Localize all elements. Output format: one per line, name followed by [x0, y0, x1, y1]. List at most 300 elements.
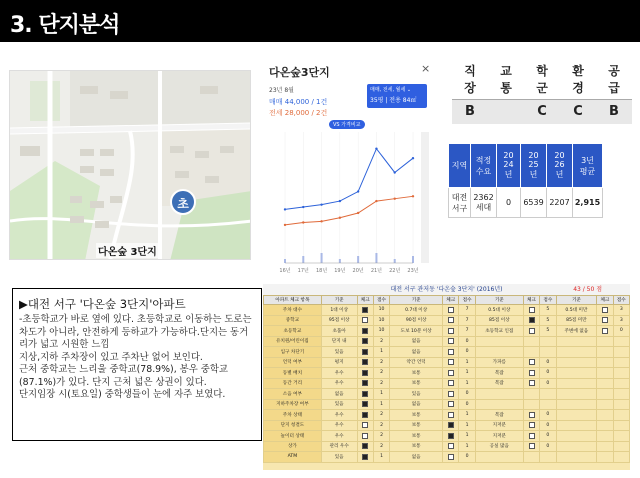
criteria-header	[596, 60, 632, 99]
checklist-cell: 우수	[321, 378, 357, 389]
data-point	[320, 203, 322, 205]
data-point	[412, 157, 414, 159]
supply-header: 적정 수요	[471, 144, 497, 188]
criteria-header-char: 학	[536, 63, 548, 78]
close-icon[interactable]: ×	[421, 62, 431, 75]
checkbox[interactable]	[448, 454, 454, 460]
supply-cell: 2207	[547, 188, 573, 218]
checkbox[interactable]	[529, 370, 535, 376]
checklist-cell	[613, 357, 629, 368]
x-tick-label: 20년	[352, 268, 364, 274]
checklist-cell	[597, 399, 613, 410]
checklist-cell: 보통	[390, 410, 443, 421]
checklist-cell: 우수	[321, 410, 357, 421]
checklist-table	[263, 295, 630, 463]
x-tick-label: 16년	[279, 268, 291, 274]
checklist-cell	[357, 441, 373, 452]
volume-bar	[412, 256, 414, 263]
sale-price: 매매 44,000 / 1건	[269, 98, 328, 106]
data-point	[302, 206, 304, 208]
checkbox[interactable]	[448, 328, 454, 334]
volume-bar	[339, 259, 341, 263]
checkbox[interactable]	[362, 370, 368, 376]
checklist-cell: 있음	[321, 347, 357, 358]
checkbox[interactable]	[529, 359, 535, 365]
checklist-cell	[523, 452, 539, 463]
checklist-cell: 10	[373, 315, 389, 326]
checklist-cell	[357, 389, 373, 400]
checklist-cell: 2	[373, 357, 389, 368]
checklist-cell	[443, 305, 459, 316]
checklist-cell	[613, 368, 629, 379]
checklist-cell	[523, 326, 539, 337]
checkbox[interactable]	[529, 317, 535, 323]
checklist-cell	[556, 452, 597, 463]
checklist-cell	[443, 441, 459, 452]
data-point	[394, 197, 396, 199]
checklist-row	[264, 441, 630, 452]
checklist-cell	[597, 357, 613, 368]
checklist-cell: 85점 이상	[475, 315, 523, 326]
checklist-cell: 없음	[390, 347, 443, 358]
checklist-cell	[443, 326, 459, 337]
checklist-cell	[556, 389, 597, 400]
checklist-cell: 10	[373, 305, 389, 316]
checklist-cell	[357, 315, 373, 326]
checklist-cell: 85점 미만	[556, 315, 597, 326]
checklist-cell: 7	[459, 315, 475, 326]
volume-bar	[284, 259, 286, 263]
price-panel	[263, 60, 438, 283]
checklist-cell: 1	[459, 368, 475, 379]
criteria-header-char: 경	[572, 80, 584, 95]
checklist-row	[264, 305, 630, 316]
checkbox[interactable]	[362, 380, 368, 386]
data-point	[339, 217, 341, 219]
checkbox[interactable]	[362, 401, 368, 407]
checklist-cell: 1대 이상	[321, 305, 357, 316]
checklist-cell: 1	[459, 357, 475, 368]
checklist-cell: 지저분	[475, 431, 523, 442]
checklist-cell	[357, 431, 373, 442]
checkbox[interactable]	[448, 307, 454, 313]
checklist-cell	[443, 399, 459, 410]
header-bar	[0, 0, 640, 42]
checklist-cell	[443, 452, 459, 463]
description-title: ▶대전 서구 '다온숲 3단지'아파트	[19, 297, 186, 311]
checklist-cell: 10	[373, 326, 389, 337]
checkbox[interactable]	[529, 380, 535, 386]
checkbox[interactable]	[602, 307, 608, 313]
checklist-item: 소음 여부	[264, 389, 322, 400]
data-point	[357, 212, 359, 214]
checkbox[interactable]	[529, 412, 535, 418]
checklist-cell: 있음	[390, 389, 443, 400]
checklist-cell	[556, 368, 597, 379]
supply-cell: 6539	[521, 188, 547, 218]
checklist-cell	[523, 441, 539, 452]
checklist-cell	[556, 347, 597, 358]
checklist-cell	[556, 420, 597, 431]
criteria-header-char: 환	[572, 63, 584, 78]
checklist-row	[264, 378, 630, 389]
checklist-header: 체크	[357, 296, 373, 305]
series-line	[285, 149, 413, 210]
supply-header: 20 26 년	[547, 144, 573, 188]
checklist-title	[263, 284, 630, 295]
checkbox[interactable]	[529, 443, 535, 449]
checklist-cell: 0	[459, 389, 475, 400]
checkbox[interactable]	[448, 359, 454, 365]
checklist-cell	[357, 336, 373, 347]
checklist-item: 상가	[264, 441, 322, 452]
checklist-cell: 0	[459, 452, 475, 463]
checklist-item: 동별 배치	[264, 368, 322, 379]
checklist-cell	[523, 389, 539, 400]
price-date: 23년 8월	[269, 87, 294, 94]
checklist-cell	[523, 368, 539, 379]
criteria-grade: B	[465, 104, 475, 119]
x-tick-label: 18년	[315, 268, 328, 274]
checklist-cell	[357, 368, 373, 379]
checklist-cell	[613, 452, 629, 463]
checklist-header: 점수	[373, 296, 389, 305]
volume-bar	[394, 259, 396, 263]
checklist-row	[264, 315, 630, 326]
checklist-cell	[613, 441, 629, 452]
checklist-cell: 2	[373, 378, 389, 389]
checklist-cell	[597, 368, 613, 379]
checkbox[interactable]	[362, 328, 368, 334]
checklist-cell: 보통	[390, 441, 443, 452]
checklist-cell	[523, 357, 539, 368]
checklist-cell: 0	[540, 368, 556, 379]
checklist-cell: 없음	[390, 399, 443, 410]
checklist-cell: 1	[459, 420, 475, 431]
checklist-item: 유치원/어린이집	[264, 336, 322, 347]
checkbox[interactable]	[362, 454, 368, 460]
checklist-header: 기준	[556, 296, 597, 305]
checklist-cell: 0	[613, 326, 629, 337]
criteria-header	[488, 60, 524, 99]
checklist-header: 기준	[475, 296, 523, 305]
checklist-header: 점수	[540, 296, 556, 305]
checklist-header: 체크	[443, 296, 459, 305]
rent-price: 전세 28,000 / 2건	[269, 109, 328, 117]
checklist-cell	[540, 399, 556, 410]
checklist-cell: 1	[459, 410, 475, 421]
checklist-cell: 5	[540, 326, 556, 337]
checklist-cell: 보통	[390, 378, 443, 389]
checklist-item: 입구 차단기	[264, 347, 322, 358]
checklist-cell: 공실 많음	[475, 441, 523, 452]
checklist-cell: 보통	[390, 420, 443, 431]
data-point	[375, 147, 377, 149]
checkbox[interactable]	[448, 443, 454, 449]
data-point	[357, 190, 359, 192]
checkbox[interactable]	[362, 422, 368, 428]
checklist-cell: 약간 언덕	[390, 357, 443, 368]
checklist-row	[264, 347, 630, 358]
checkbox[interactable]	[602, 328, 608, 334]
supply-cell: 2362 세대	[471, 188, 497, 218]
supply-cell: 2,915	[573, 188, 603, 218]
checklist-panel	[263, 284, 630, 470]
checklist-cell	[597, 410, 613, 421]
checklist-cell: 0	[540, 431, 556, 442]
checklist-cell: 가파름	[475, 357, 523, 368]
checklist-cell	[597, 347, 613, 358]
checklist-row	[264, 399, 630, 410]
checklist-cell	[540, 389, 556, 400]
checkbox[interactable]	[529, 307, 535, 313]
criteria-grid	[452, 60, 632, 124]
checklist-cell: 2	[373, 368, 389, 379]
checklist-cell	[357, 378, 373, 389]
checklist-cell	[597, 336, 613, 347]
checklist-header: 아파트 체크 항목	[264, 296, 322, 305]
checkbox[interactable]	[529, 422, 535, 428]
x-tick-label: 21년	[370, 268, 383, 274]
map-graphic	[10, 71, 251, 260]
checklist-cell: 3	[613, 305, 629, 316]
data-point	[284, 208, 286, 210]
checklist-cell: 관리 우수	[321, 441, 357, 452]
supply-header: 3년 평균	[573, 144, 603, 188]
checklist-cell: 보통	[390, 431, 443, 442]
checklist-header: 체크	[523, 296, 539, 305]
checklist-cell	[556, 410, 597, 421]
checklist-cell	[443, 315, 459, 326]
price-chart	[263, 60, 438, 283]
checklist-cell	[597, 452, 613, 463]
checklist-cell	[597, 378, 613, 389]
checklist-cell: 평지	[321, 357, 357, 368]
compare-button[interactable]: VS 가격비교	[329, 120, 365, 129]
checklist-cell	[613, 420, 629, 431]
checklist-cell: 2	[373, 431, 389, 442]
checkbox[interactable]	[362, 412, 368, 418]
series-line	[285, 196, 413, 225]
supply-cell: 대전 서구	[449, 188, 471, 218]
criteria-grade: C	[573, 104, 583, 119]
checklist-item: 중학교	[264, 315, 322, 326]
checklist-cell	[613, 399, 629, 410]
checkbox[interactable]	[448, 401, 454, 407]
checkbox[interactable]	[448, 349, 454, 355]
criteria-grade: B	[609, 104, 619, 119]
checklist-cell	[523, 410, 539, 421]
checklist-header: 체크	[597, 296, 613, 305]
checkbox[interactable]	[448, 391, 454, 397]
checkbox[interactable]	[602, 317, 608, 323]
checklist-cell	[443, 410, 459, 421]
price-panel-title: 다온숲3단지	[269, 66, 330, 79]
checklist-cell	[523, 378, 539, 389]
checklist-cell	[523, 347, 539, 358]
volume-bar	[357, 256, 359, 263]
checklist-cell: 보통	[390, 368, 443, 379]
checkbox[interactable]	[448, 422, 454, 428]
data-point	[412, 195, 414, 197]
checklist-cell: 1	[459, 441, 475, 452]
checklist-item: 초등학교	[264, 326, 322, 337]
data-point	[339, 200, 341, 202]
checklist-cell: 2	[373, 441, 389, 452]
data-point	[394, 171, 396, 173]
checklist-cell: 2	[373, 410, 389, 421]
checklist-cell: 초품아	[321, 326, 357, 337]
checklist-cell: 1	[373, 389, 389, 400]
supply-header: 20 25 년	[521, 144, 547, 188]
checklist-cell	[443, 336, 459, 347]
checkbox[interactable]	[448, 380, 454, 386]
checkbox[interactable]	[362, 359, 368, 365]
checklist-cell: 3	[613, 315, 629, 326]
checklist-row	[264, 357, 630, 368]
checkbox[interactable]	[529, 328, 535, 334]
complex-label: 다온숲 3단지	[96, 243, 159, 258]
checklist-row	[264, 368, 630, 379]
checklist-header: 점수	[613, 296, 629, 305]
checklist-cell	[556, 336, 597, 347]
checklist-cell	[523, 336, 539, 347]
checkbox[interactable]	[448, 338, 454, 344]
checklist-cell	[597, 326, 613, 337]
supply-header: 20 24 년	[497, 144, 521, 188]
description-body: -초등학교가 바로 옆에 있다. 초등학교로 이동하는 도로는 차도가 아니라, 안전하게 등하교가 가능하다.단지는 동거리가 넓고 시원한 느낌 지상,지하 주차장이 있고 주차난 없어 보인다. 근처 중학교는 느리울 중학교(78.9%), 봉우 중학교(87.1%)가 있다. 단지 근처 넓은 상권이 있다. 단지임장 시(토요일) 중학생들이 눈에 자주 보였다.	[19, 314, 252, 400]
data-point	[375, 200, 377, 202]
checkbox[interactable]	[448, 317, 454, 323]
checklist-cell	[597, 389, 613, 400]
checklist-row	[264, 420, 630, 431]
checklist-cell: 0	[459, 399, 475, 410]
checkbox[interactable]	[448, 412, 454, 418]
checklist-cell: 우수	[321, 420, 357, 431]
checklist-cell	[357, 399, 373, 410]
checklist-item: 주차 상태	[264, 410, 322, 421]
map-view[interactable]	[9, 70, 251, 260]
checklist-cell: 1	[373, 347, 389, 358]
checklist-cell	[540, 347, 556, 358]
checklist-cell: 2	[373, 420, 389, 431]
checkbox[interactable]	[362, 338, 368, 344]
criteria-header	[452, 60, 488, 99]
checkbox[interactable]	[362, 391, 368, 397]
checklist-cell: 95점 이상	[321, 315, 357, 326]
checklist-item: 주차 대수	[264, 305, 322, 316]
checklist-cell	[443, 347, 459, 358]
checkbox[interactable]	[448, 433, 454, 439]
checklist-cell	[613, 347, 629, 358]
data-point	[302, 221, 304, 223]
checklist-cell: 있음	[321, 399, 357, 410]
page-title: 3. 단지분석	[10, 13, 120, 38]
checklist-item: ATM	[264, 452, 322, 463]
checklist-header: 기준	[321, 296, 357, 305]
x-tick-label: 17년	[297, 268, 309, 274]
school-marker-icon[interactable]: 초	[170, 189, 196, 215]
checklist-item: 단지 청결도	[264, 420, 322, 431]
checkbox[interactable]	[362, 317, 368, 323]
checklist-header: 기준	[390, 296, 443, 305]
checklist-row	[264, 389, 630, 400]
criteria-header	[560, 60, 596, 99]
checklist-cell	[443, 378, 459, 389]
checkbox[interactable]	[362, 307, 368, 313]
checklist-cell	[475, 452, 523, 463]
supply-header: 지역	[449, 144, 471, 188]
checklist-cell	[443, 431, 459, 442]
checklist-cell	[540, 336, 556, 347]
checklist-cell	[556, 378, 597, 389]
criteria-header-char: 급	[608, 80, 620, 95]
checklist-row	[264, 336, 630, 347]
checklist-cell	[556, 441, 597, 452]
checklist-cell: 7	[459, 305, 475, 316]
checklist-cell	[613, 336, 629, 347]
checklist-cell	[357, 305, 373, 316]
checklist-cell: 0	[540, 420, 556, 431]
checkbox[interactable]	[448, 370, 454, 376]
checklist-cell: 0	[540, 378, 556, 389]
checklist-cell	[443, 420, 459, 431]
checklist-cell	[540, 452, 556, 463]
checklist-cell: 없음	[390, 336, 443, 347]
checklist-cell: 2	[373, 336, 389, 347]
checklist-item: 놀이터 상태	[264, 431, 322, 442]
criteria-header	[524, 60, 560, 99]
checklist-cell	[523, 431, 539, 442]
checklist-cell	[523, 315, 539, 326]
checklist-item: 지하주차장 여부	[264, 399, 322, 410]
checklist-cell: 도보 10분 이상	[390, 326, 443, 337]
data-point	[284, 224, 286, 226]
checklist-cell: 단지 내	[321, 336, 357, 347]
checklist-cell	[357, 357, 373, 368]
checklist-cell: 0	[540, 441, 556, 452]
checklist-cell	[597, 315, 613, 326]
checkbox[interactable]	[362, 433, 368, 439]
checkbox[interactable]	[529, 433, 535, 439]
x-tick-label: 22년	[389, 268, 401, 274]
checklist-cell: 1	[459, 431, 475, 442]
checklist-cell	[613, 410, 629, 421]
checklist-cell: 0	[459, 336, 475, 347]
checkbox[interactable]	[362, 349, 368, 355]
volume-bar-bg	[421, 132, 429, 263]
checklist-row	[264, 326, 630, 337]
checklist-cell	[523, 399, 539, 410]
checklist-cell: 5	[540, 305, 556, 316]
checklist-cell: 복잡	[475, 378, 523, 389]
checklist-cell	[475, 389, 523, 400]
checklist-cell	[597, 305, 613, 316]
criteria-header-char: 통	[500, 80, 512, 95]
checklist-cell	[523, 305, 539, 316]
criteria-header-char: 장	[464, 80, 476, 95]
checklist-cell: 90점 이상	[390, 315, 443, 326]
checklist-cell: 있음	[321, 452, 357, 463]
volume-bar	[302, 256, 304, 263]
checklist-cell: 0.5대 미만	[556, 305, 597, 316]
checklist-cell: 복잡	[475, 368, 523, 379]
supply-cell: 0	[497, 188, 521, 218]
checkbox[interactable]	[362, 443, 368, 449]
checklist-cell: 복잡	[475, 410, 523, 421]
checklist-cell: 초등학교 인접	[475, 326, 523, 337]
checklist-item: 언덕 여부	[264, 357, 322, 368]
